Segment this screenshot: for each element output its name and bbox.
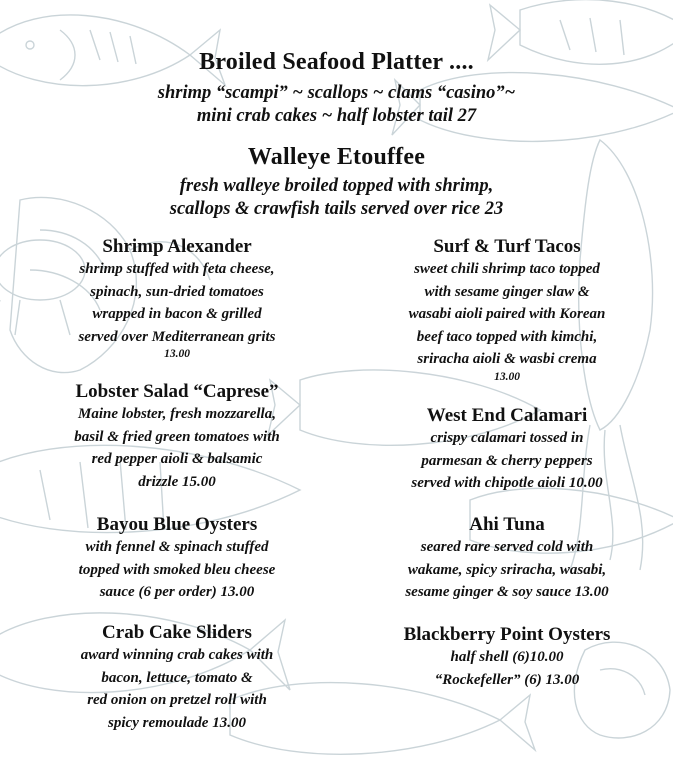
item-desc-line: half shell (6)10.00 [450, 649, 564, 665]
item-title: Crab Cake Sliders [102, 622, 252, 643]
item-desc-line: topped with smoked bleu cheese [78, 561, 276, 578]
item-desc-line: Maine lobster, fresh mozzarella, [78, 406, 276, 422]
item-title: Blackberry Point Oysters [403, 624, 611, 645]
item-desc-line: drizzle 15.00 [138, 473, 216, 490]
item-title: Ahi Tuna [469, 514, 545, 535]
item-desc-line: sauce (6 per order) 13.00 [99, 584, 255, 601]
item-desc-line: shrimp stuffed with feta cheese, [79, 261, 275, 277]
item-desc-line: served over Mediterranean grits [78, 328, 276, 345]
item-desc-line: red onion on pretzel roll with [87, 692, 267, 709]
item-desc-line: wakame, spicy sriracha, wasabi, [407, 561, 607, 578]
item-title: Surf & Turf Tacos [433, 236, 581, 257]
item-title: Lobster Salad “Caprese” [75, 381, 279, 402]
walleye-desc-line2: scallops & crawfish tails served over rice 23 [169, 199, 504, 219]
menu-item-ahi-tuna [348, 513, 666, 604]
walleye-desc-line1: fresh walleye broiled topped with shrimp, [179, 176, 494, 196]
item-title: Bayou Blue Oysters [96, 514, 258, 535]
item-desc-line: crispy calamari tossed in [430, 430, 584, 446]
item-desc-line: spinach, sun-dried tomatoes [90, 283, 264, 300]
menu-item-lobster-salad [18, 380, 336, 493]
item-desc-line: award winning crab cakes with [80, 647, 274, 663]
item-title: Shrimp Alexander [102, 236, 252, 257]
item-desc-line: sriracha aioli & wasbi crema [417, 351, 597, 368]
item-price: 13.00 [494, 370, 520, 383]
item-desc-line: red pepper aioli & balsamic [91, 451, 263, 468]
item-desc-line: seared rare served cold with [420, 539, 594, 555]
walleye-title: Walleye Etouffee [247, 144, 426, 170]
menu-item-west-end-calamari [348, 404, 666, 495]
menu-item-surf-turf-tacos [348, 235, 666, 383]
menu-item-shrimp-alexander [18, 235, 336, 360]
menu-item-blackberry-point-oysters [348, 623, 666, 691]
item-desc-line: sweet chili shrimp taco topped [414, 261, 600, 277]
item-desc-line: bacon, lettuce, tomato & [101, 669, 253, 686]
item-desc-line: beef taco topped with kimchi, [416, 328, 598, 345]
item-desc-line: spicy remoulade 13.00 [108, 714, 246, 731]
item-desc-line: wasabi aioli paired with Korean [408, 306, 606, 323]
menu-item-crab-cake-sliders [18, 621, 336, 734]
platter-desc-line1: shrimp “scampi” ~ scallops ~ clams “casino”~ [157, 83, 516, 103]
item-desc-line: with fennel & spinach stuffed [85, 539, 269, 555]
item-desc-line: “Rockefeller” (6) 13.00 [434, 671, 580, 688]
item-desc-line: sesame ginger & soy sauce 13.00 [405, 584, 609, 601]
item-desc-line: with sesame ginger slaw & [424, 283, 590, 300]
item-price: 13.00 [164, 348, 190, 361]
platter-title: Broiled Seafood Platter .... [199, 49, 474, 75]
item-desc-line: basil & fried green tomatoes with [74, 428, 280, 445]
item-desc-line: wrapped in bacon & grilled [92, 306, 262, 323]
menu-item-bayou-blue-oysters [18, 513, 336, 604]
platter-desc-line2: mini crab cakes ~ half lobster tail 27 [196, 106, 477, 126]
item-desc-line: parmesan & cherry peppers [421, 452, 593, 469]
item-desc-line: served with chipotle aioli 10.00 [411, 475, 603, 492]
item-title: West End Calamari [426, 405, 588, 426]
